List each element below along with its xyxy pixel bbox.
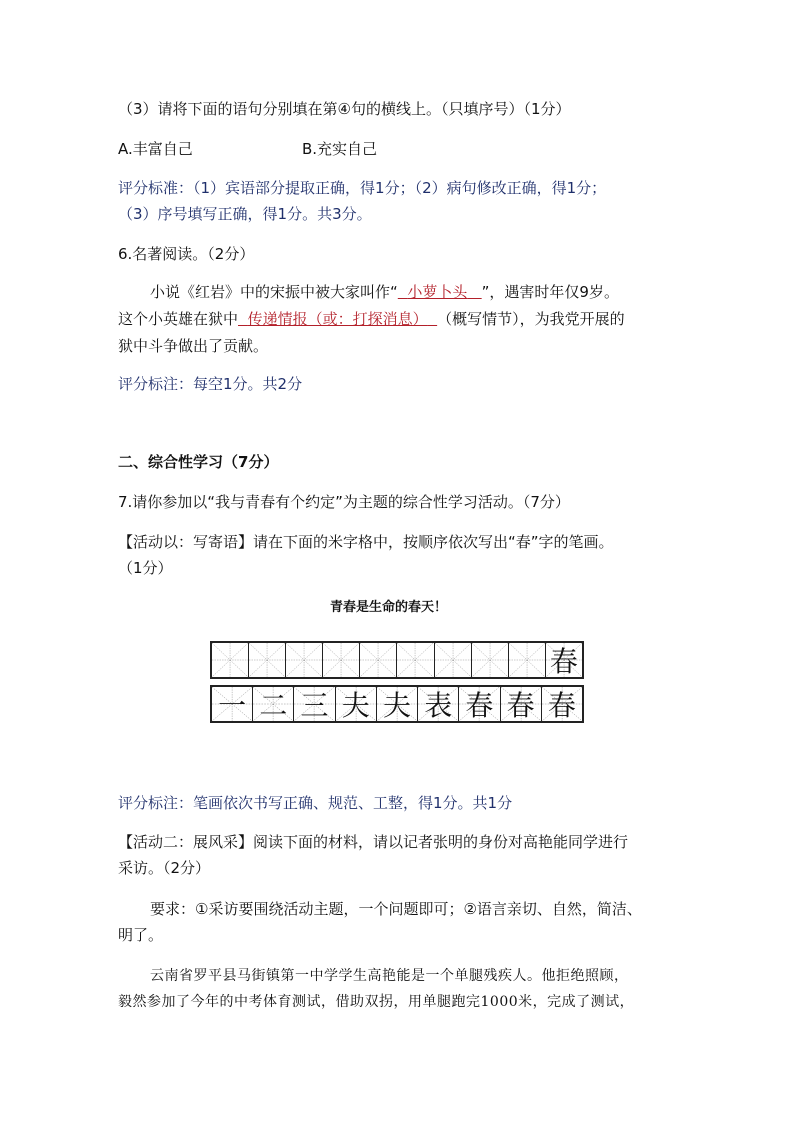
mizige-cell <box>546 643 582 677</box>
mizige-char: 夫 <box>382 689 411 722</box>
mizige-char <box>509 643 545 677</box>
q6-line1-before: 小说《红岩》中的宋振中被大家叫作“ <box>150 283 398 301</box>
grid-title: 青春是生命的春天！ <box>330 600 448 615</box>
mizige-cell <box>435 643 472 677</box>
mizige-char <box>397 643 433 677</box>
section2-heading: 二、综合性学习（7分） <box>118 453 279 471</box>
mizige-cell <box>212 687 253 721</box>
mizige-cell <box>249 643 286 677</box>
mizige-char: 二 <box>259 689 288 722</box>
mizige-cell <box>397 643 434 677</box>
mizige-char <box>249 643 285 677</box>
mizige-cell <box>509 643 546 677</box>
mizige-char: 春 <box>465 689 494 722</box>
mizige-cell <box>501 687 542 721</box>
scoring-5-line1: 评分标准：（1）宾语部分提取正确，得1分；（2）病句修改正确，得1分； <box>118 179 607 197</box>
mizige-cell <box>336 687 377 721</box>
mizige-cell <box>286 643 323 677</box>
material-line1: 云南省罗平县马街镇第一中学学生高艳能是一个单腿残疾人。他拒绝照顾， <box>150 968 629 984</box>
activity1-line2: （1分） <box>118 559 173 577</box>
mizige-cell <box>294 687 335 721</box>
q6-scoring: 评分标注：每空1分。共2分 <box>118 375 303 393</box>
mizige-char <box>323 643 359 677</box>
activity2-line2: 采访。（2分） <box>118 859 211 877</box>
option-b: B.充实自己 <box>302 140 378 158</box>
scoring-5-line2: （3）序号填写正确，得1分。共3分。 <box>118 205 372 223</box>
activity2-line1: 【活动二：展风采】阅读下面的材料，请以记者张明的身份对高艳能同学进行 <box>118 833 629 851</box>
grid-row-1 <box>210 641 584 679</box>
mizige-cell <box>418 687 459 721</box>
mizige-cell <box>323 643 360 677</box>
mizige-char: 春 <box>506 689 535 722</box>
mizige-grid <box>210 641 584 723</box>
mizige-char: 春 <box>547 689 576 722</box>
grid-row-2 <box>210 685 584 723</box>
q6-line1 <box>150 281 619 303</box>
mizige-char <box>435 643 471 677</box>
q6-answer1: 小萝卜头 <box>407 283 468 301</box>
mizige-cell <box>472 643 509 677</box>
activity1-line1: 【活动以：写寄语】请在下面的米字格中，按顺序依次写出“春”字的笔画。 <box>118 533 614 551</box>
mizige-cell <box>253 687 294 721</box>
mizige-char <box>360 643 396 677</box>
mizige-cell <box>360 643 397 677</box>
q6-line2 <box>118 308 625 330</box>
mizige-char: 夫 <box>341 689 370 722</box>
mizige-char <box>212 643 248 677</box>
mizige-cell <box>377 687 418 721</box>
q5-3-prompt: （3）请将下面的语句分别填在第④句的横线上。（只填序号）（1分） <box>118 100 571 118</box>
q6-answer2: 传递情报（或：打探消息） <box>247 310 428 328</box>
requirement-line2: 明了。 <box>118 926 164 944</box>
q6-line1-after: ”，遇害时年仅9岁。 <box>481 283 619 301</box>
mizige-char: 表 <box>424 689 453 722</box>
mizige-char <box>472 643 508 677</box>
q7-scoring1: 评分标注：笔画依次书写正确、规范、工整，得1分。共1分 <box>118 794 513 812</box>
mizige-cell <box>542 687 582 721</box>
mizige-char: 一 <box>218 689 247 722</box>
q6-line2-before: 这个小英雄在狱中 <box>118 310 239 328</box>
q7-title: 7.请你参加以“我与青春有个约定”为主题的综合性学习活动。（7分） <box>118 493 570 511</box>
mizige-cell <box>212 643 249 677</box>
mizige-char: 三 <box>300 689 329 722</box>
mizige-char <box>286 643 322 677</box>
mizige-char: 春 <box>549 645 578 678</box>
material-line2: 毅然参加了今年的中考体育测试，借助双拐，用单腿跑完1000米，完成了测试， <box>118 994 635 1010</box>
mizige-cell <box>459 687 500 721</box>
q6-line2-after: （概写情节），为我党开展的 <box>437 310 625 328</box>
requirement-line1: 要求：①采访要围绕活动主题，一个问题即可；②语言亲切、自然，简洁、 <box>150 900 642 918</box>
q6-line3: 狱中斗争做出了贡献。 <box>118 337 269 355</box>
option-a: A.丰富自己 <box>118 140 193 158</box>
q6-title: 6.名著阅读。（2分） <box>118 245 255 263</box>
